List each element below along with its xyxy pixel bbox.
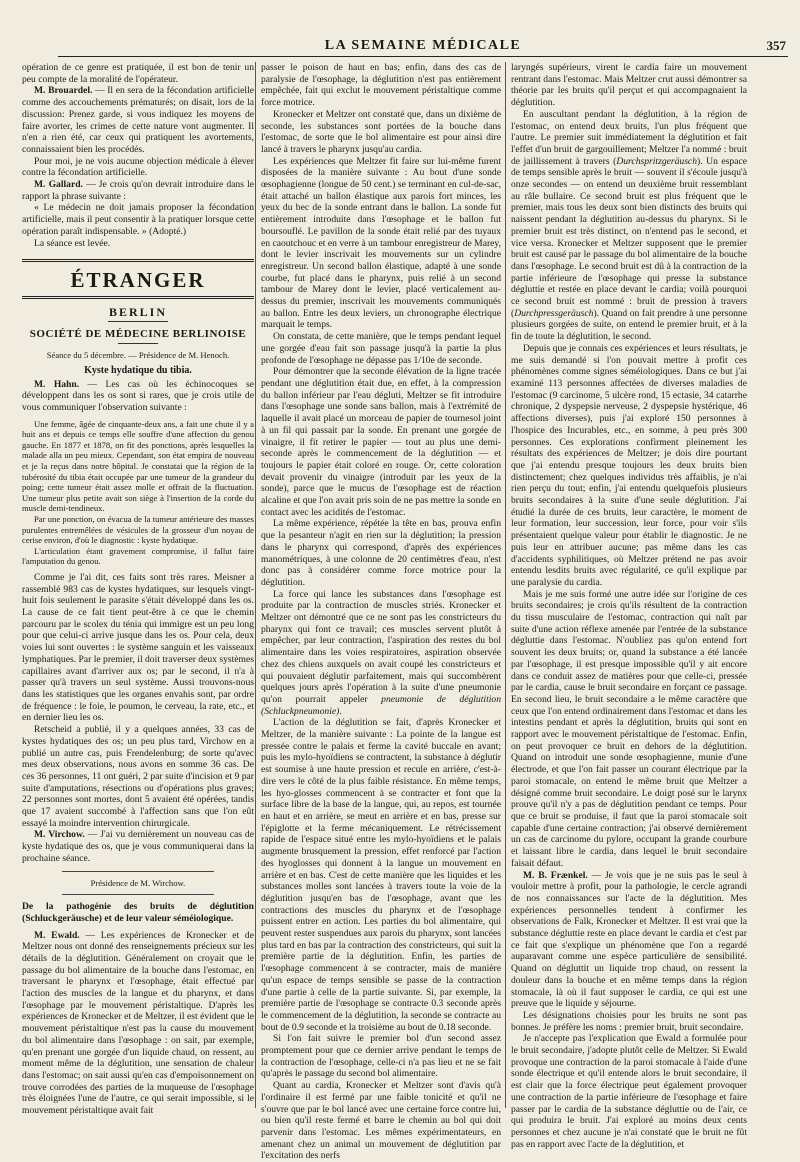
italic-term: pneumonie de déglutition (Schluckpneumonie) (261, 693, 501, 717)
paragraph (511, 870, 747, 1010)
speech: — Les cas où les échinocoques se développent dans les os sont si rares, que je crois utile de vous communiquer l'observation suivante : (22, 378, 254, 413)
speech: — Je vois que je ne suis pas le seul à vouloir mettre à profit, pour la pathologie, le cercle agrandi de nos connaissances sur l'acte de la déglutition. Mes expériences personnelles tendent à confirmer les observations de Falk, Kronecker et Meltzer. Il est vrai que la substance dégluttie reste en place devant le cardia et c'est par ce fait que s'explique un phénomène que l'on a regardé auparavant comme une espèce particulière de sensibilité. Quand on dégluttit un liquide trop chaud, on ressent la douleur dans la bouche et en même temps dans la région stomacale, là où il faut supposer le cardia, ce qui est une preuve que le liquide y séjourne. (511, 869, 747, 1010)
divider (62, 871, 214, 872)
paragraph (22, 179, 254, 202)
divider (118, 343, 158, 344)
paragraph: L'action de la déglutition se fait, d'après Kronecker et Meltzer, de la manière suivante : La pointe de la langue est pressée contre le palais et ferme la cavité buccale en avant; puis les mylo-hyoïdiens se contractent, la substance à déglutir est soumise à une haute pression et recule en arrière, c'est-à-dire vers le côté de la plus faible résistance. En même temps, les hyo-glosses commencent à se contracter et font que la surface libre de la base de la langue, qui, au repos, est tournée en haut et en arrière, se meut en arrière et en bas, presse sur l'épiglotte et la ferme mécaniquement. Le rétrécissement rapide de l'espace situé entre les mylo-hyoïdiens et le palais augmente brusquement la pression, effet renforcé par l'action des hyoglosses qui donnent à la langue un mouvement en arrière et en bas. C'est de cette manière que les liquides et les substances molles sont lancées à travers toute la voie de la déglutition jusqu'en bas de l'œsophage, avant que les contractions des muscles du pharynx et de l'œsophage puissent entrer en action. Les parties du bol alimentaire, qui peuvent rester suspendues aux parois du pharynx, sont lancées plus tard en bas par la contraction des constricteurs, qui suit la première partie de la déglutition. Enfin, les parties de l'œsophage commencent à se contracter, mais de manière qu'un espace de temps sensible se passe de la contraction d'une partie à celle de la partie suivante. Si, par exemple, la première partie de l'œsophage se contracte 0.3 seconde après le commencement de la déglutition, la seconde se contracte au bout de 0.9 seconde et la troisième au bout de 0.18 seconde. (261, 717, 501, 1033)
column-3 (511, 62, 747, 1150)
paragraph: Je n'accepte pas l'explication que Ewald a formulée pour le bruit secondaire, j'adopte plutôt celle de Meltzer. Si Ewald provoque une contraction de la paroi stomacale à l'aide d'une sonde électrique et qu'il entende alors le bruit secondaire, il est clair que la force électrique peut également provoquer une contraction de la partie inférieure de l'œsophage et faire passer par le cardia de la substance dégluttie ou de l'air, ce qui produira le bruit. J'ai exploré au moins deux cents personnes et chez aucune je n'ai constaté que le bruit ne fût pas en rapport avec l'acte de la déglutition, et (511, 1033, 747, 1150)
paragraph: Si l'on fait suivre le premier bol d'un second assez promptement pour que ce dernier arrive pendant le temps de la contraction de l'œsophage, celle-ci n'a pas lieu et ne se fait qu'après le passage du second bol alimentaire. (261, 1033, 501, 1080)
paragraph: Retscheid a publié, il y a quelques années, 33 cas de kystes hydatiques des os; un peu plus tard, Virchow en a publié un autre cas, puis Frendelenburg; de sorte qu'avec mes deux observations, nous avons en somme 36 cas. De ces 36 personnes, 11 ont guéri, 2 par suite d'incision et 9 par suite d'amputations, résections ou d'opérations plus graves; 22 personnes sont mortes, dont 5 avaient été opérées, tandis que 17 avaient succombé à l'affection sans que l'on eût essayé la moindre intervention chirurgicale. (22, 724, 254, 829)
presidence-line: Présidence de M. Wirchow. (90, 877, 186, 888)
column-2 (261, 62, 501, 1162)
subject-heading: Kyste hydatique du tibia. (84, 364, 192, 376)
session-line: Séance du 5 décembre. — Présidence de M. Henoch. (46, 350, 230, 361)
text: ). Quand on fait prendre à une personne plusieurs gorgées de suite, on entend le premier bruit, et à la fin de toute la déglutition, le second. (511, 307, 747, 343)
paragraph: La force qui lance les substances dans l'œsophage est produite par la contraction de muscles striés. Kronecker et Meltzer ont démontré que ce ne sont pas les constricteurs du pharynx qui font ce travail; ces muscles servent plutôt à empêcher, par leur contraction, l'aspiration des restes du bol alimentaire dans les voies respiratoires, aspiration observée chez des chiens auxquels on avait coupé les constricteurs et qui pouvaient déglutir parfaitement, mais qui succombèrent quelques jours après l'opération à la suite d'une pneumonie qu'on pourrait appeler pneumonie de déglutition (Schluckpneumonie). (261, 588, 501, 717)
case-paragraph: Par une ponction, on évacua de la tumeur antérieure des masses purulentes entremêlées de vésicules de la grosseur d'un noyau de cerise environ, d'où le diagnostic : kyste hydatique. (22, 514, 254, 546)
paragraph: Depuis que je connais ces expériences et leurs résultats, je me suis demandé si l'on pouvait mettre à profit ces phénomènes comme signes séméiologiques. Dans ce but j'ai examiné 113 personnes affectées de diverses maladies de l'estomac (9 carcinome, 5 ulcère rond, 15 ectasie, 34 catarrhe chronique, 2 dyspepsie nerveuse, 2 dyspepsie hystérique, 46 affections diverses), puis j'ai exploré 150 personnes à l'hospice des Incurables, etc., en somme, à peu près 300 personnes. Ces explorations confirment pleinement les résultats des expériences de Meltzer; je dois dire pourtant que j'ai entendu presque toujours les deux bruits bien distinctement; chez quelques individus très affaiblis, je n'ai rien perçu du tout; enfin, j'ai entendu quelquefois plusieurs bruits secondaires à la suite d'une seule déglutition. J'ai étudié la durée de ces bruits, leur caractère, le moment de leur formation, leur succession, leur force, pour voir s'ils présentaient quelque valeur pour établir le diagnostic. Je ne puis leur en attribuer aucune; pas même dans les cas d'accidents syphilitiques, où Meltzer prétend ne pas avoir entendu lesdits bruits avec régularité, ce qu'il explique par une paralysie du cardia. (511, 342, 747, 588)
divider (62, 894, 214, 895)
speaker: M. Virchow. (34, 829, 85, 841)
paragraph: Mais je me suis formé une autre idée sur l'origine de ces bruits secondaires; je crois qu'ils résultent de la contraction du tissu musculaire de l'estomac, contraction qui naît par suite d'une action réflexe amenée par l'entrée de la substance dégluttie dans l'estomac. N'oubliez pas qu'on entend fort souvent les deux bruits; or, quand la substance a été lancée par l'œsophage, il est presque impossible qu'il y ait encore dans ce conduit assez de matières pour que celle-ci, pressée par le cardia, cause le bruit secondaire en forçant ce passage. En second lieu, le bruit secondaire a le même caractère que ceux que l'on entend ordinairement dans l'estomac et dans les intestins pendant et après la déglutition, bruits qui sont en rapport avec le mouvement péristaltique de l'estomac. Enfin, on peut provoquer ce bruit en dehors de la déglutition. Quand on introduit une sonde œsophagienne, munie d'une électrode, et que l'on fait passer un courant électrique par la paroi stomacale, on entend le même bruit que Meltzer a désigné comme bruit secondaire. Le doigt posé sur le larynx prouve qu'il n'y a pas de déglutition pendant ce temps. Pour que ce bruit se produise, il faut que la paroi stomacale soit capable d'une certaine contraction; j'ai observé dernièrement un cas de carcinome du pylore, occupant la grande courbure et laissant libre le cardia, dans lequel le bruit secondaire faisait défaut. (511, 588, 747, 869)
paragraph (22, 829, 254, 864)
case-paragraph: L'articulation étant gravement compromise, il fallut faire l'amputation du genou. (22, 545, 254, 567)
column-1 (22, 62, 254, 1117)
paragraph: passer le poison de haut en bas; enfin, dans des cas de paralysie de l'œsophage, la déglutition n'est pas entièrement empêchée, fait qui exclut le mouvement péristaltique comme force motrice. (261, 62, 501, 109)
speaker: M. Gallard. (34, 179, 83, 191)
speech: — J'ai vu dernièrement un nouveau cas de kyste hydatique des os, que je vous communiquerai dans la prochaine séance. (22, 829, 254, 864)
text: ). Un espace de temps sensible après le bruit — souvent il s'écoule jusqu'à onze secondes — on entend un deuxième bruit ressemblant au râle bullaire. Ce second bruit est plus fréquent que le premier, mais tous les deux sont bien distincts des bruits qui naissent pendant la déglutition au-dessus du pharynx. Si le premier bruit est très distinct, on n'entend pas le second, et vice versa. Kronecker et Meltzer supposent que le premier bruit est causé par le passage du bol alimentaire de la bouche dans l'œsophage. Le second bruit est dû à la contraction de la partie inférieure de l'œsophage qui presse la substance dégluttie et restée en place devant le cardia; voilà pourquoi ce second bruit est nommé : bruit de pression à travers ( (511, 155, 747, 319)
paragraph (22, 85, 254, 155)
speech: — Je crois qu'on devrait introduire dans le rapport la phrase suivante : (22, 179, 254, 202)
subject-heading: De la pathogénie des bruits de déglutition (Schluckgeräusche) et de leur valeur séméiologique. (22, 901, 254, 924)
paragraph: Pour moi, je ne vois aucune objection médicale à élever contre la fécondation artificielle. (22, 155, 254, 179)
paragraph: Comme je l'ai dit, ces faits sont très rares. Meisner a rassemblé 983 cas de kystes hydatiques, sur lesquels vingt-huit fois seulement le parasite s'était développé dans les os. La cause de ce fait tient peut-être à ce que le chemin parcouru par le scolex du ténia qui immigre est un peu long pour que celui-ci arrive jusque dans les os. Pour cela, deux voies lui sont ouvertes : le système sanguin et les vaisseaux lymphatiques. Par le premier, il doit traverser deux systèmes capillaires avant d'arriver aux os; par le second, il n'a à passer qu'à travers un seul système. Aussi trouvons-nous dans les statistiques que les organes envahis sont, par ordre de fréquence : le foie, le poumon, le cerveau, la rate, etc., et en dernier lieu les os. (22, 571, 254, 724)
italic-term: Durchpressgeräusch (514, 307, 594, 319)
running-header (58, 36, 788, 57)
paragraph: Les expériences que Meltzer fit faire sur lui-même furent disposées de la manière suivante : Au bout d'une sonde œsophagienne (longue de 50 cent.) se terminant en cul-de-sac, était attaché un ballon élastique aux parois fort minces, les yeux du bec de la sonde entrant dans le ballon. La sonde fut entièrement introduite dans l'œsophage et le ballon fut boursouflé. Le pavillon de la sonde était relié par des tuyaux en caoutchouc et en verre à un tambour enregistreur de Marey, dont le levier inscrivait les mouvements sur un cylindre enregistreur. Un second ballon élastique, adapté à une sonde courbe, fut placé dans le pharynx, puis relié à un second tambour de Marey dont le levier, placé verticalement au-dessus du premier, inscrivait les mouvements communiqués au ballon. Entre les deux leviers, un chronographe électrique marquait le temps. (261, 155, 501, 331)
speaker: M. B. Frænkel. (523, 869, 588, 881)
quote: « Le médecin ne doit jamais proposer la fécondation artificielle, mais il peut consentir à la pratiquer lorsque cette opération paraît indispensable. » (Adopté.) (22, 202, 254, 237)
speaker: M. Hahn. (34, 378, 80, 390)
journal-title: LA SEMAINE MÉDICALE (324, 38, 522, 53)
text: En auscultant pendant la déglutition, à la région de l'estomac, on entend deux bruits, l'un plus fréquent que l'autre. Le premier suit immédiatement la déglutition et fait l'effet d'un bruit de gargouillement; Meltzer l'a nommé : bruit de jaillissement à travers ( (511, 108, 747, 167)
paragraph: opération de ce genre est pratiquée, il est bon de tenir un peu compte de la moralité de l'opérateur. (22, 62, 254, 85)
paragraph: laryngés supérieurs, virent le cardia faire un mouvement rentrant dans l'estomac. Mais Meltzer crut aussi démontrer sa théorie par les bruits qu'il perçut et qui accompagnaient la déglutition. (511, 62, 747, 109)
speech: — Il en sera de la fécondation artificielle comme des accouchements prématurés; on disait, lors de la discussion: Prenez garde, si vous indiquez les moyens de faire avorter, les crimes de cette nature vont augmenter. Il n'en a rien été, car ceux qui pratiquent les avortements, connaissaient bien les procédés. (22, 85, 254, 155)
paragraph: Quant au cardia, Kronecker et Meltzer sont d'avis qu'à l'ordinaire il est fermé par une faible tonicité et qu'il ne s'ouvre que par le bol lancé avec une certaine force contre lui, ou bien qu'il reste fermé et barre le chemin au bol qui doit parvenir dans l'estomac. Les mêmes expérimentateurs, en amenant chez un animal un mouvement de déglutition par l'excitation des nerfs (261, 1080, 501, 1162)
paragraph: Les désignations choisies pour les bruits ne sont pas bonnes. Je préfère les noms : premier bruit, bruit secondaire. (511, 1009, 747, 1033)
divider (108, 321, 168, 322)
text: La force qui lance les substances dans l'œsophage est produite par la contraction de muscles striés. Kronecker et Meltzer ont démontré que ce ne sont pas les constricteurs du pharynx qui font ce travail; ces muscles servent plutôt à empêcher, par leur contraction, l'aspiration des restes du bol alimentaire dans les voies respiratoires, aspiration observée chez des chiens auxquels on avait coupé les constricteurs et qui pouvaient déglutir parfaitement, mais qui succombèrent quelques jours après l'opération à la suite d'une pneumonie qu'on pourrait appeler (261, 588, 501, 705)
speaker: M. Brouardel. (34, 85, 93, 97)
column-rule (255, 62, 256, 1108)
paragraph: Kronecker et Meltzer ont constaté que, dans un dixième de seconde, les substances sont portées de la bouche dans l'estomac, de sorte que le bol alimentaire est pour ainsi dire lancé à travers le pharynx jusqu'au cardia. (261, 108, 501, 155)
paragraph: La séance est levée. (34, 237, 111, 249)
paragraph (511, 109, 747, 343)
speaker: M. Ewald. (34, 929, 80, 941)
paragraph: On constata, de cette manière, que le temps pendant lequel une gorgée d'eau fait son passage jusqu'à la partie la plus profonde de l'œsophage ne dépasse pas 1/10e de seconde. (261, 331, 501, 366)
society-heading: SOCIÉTÉ DE MÉDECINE BERLINOISE (29, 328, 247, 341)
paragraph (22, 930, 254, 1117)
case-paragraph: Une femme, âgée de cinquante-deux ans, a fait une chute il y a huit ans et depuis ce temps elle souffre d'une affection du genou gauche. En 1877 et 1878, on fit des ponctions, après lesquelles la malade alla un peu mieux. Cependant, son état empira de nouveau et je la reçus dans notre hôpital. Je constatai que la région de la tubérosité du tibia était occupée par une tumeur de la grandeur du poing; cette tumeur était assez molle et offrait de la fluctuation. Une tumeur plus petite avait son siège à l'insertion de la corde du muscle demi-tendineux. (22, 418, 254, 514)
paragraph: Pour démontrer que la seconde élévation de la ligne tracée pendant une déglutition était due, en effet, à la compression du ballon inférieur par l'eau dégluti, Meltzer se fit introduire dans l'œsophage une sonde sans ballon, mais à l'extrémité de laquelle il avait placé un morceau de papier de tournesol joint à un fil qui passait par la sonde. En prenant une gorgée de vinaigre, il fit retirer le papier — tout au plus une demi-seconde après le commencement de la déglutition — et toujours le papier était coloré en rouge. Or, cette coloration devait provenir du vinaigre (introduit par les yeux de la sonde), parce que le mucus de l'œsophage est de réaction alcaline et que l'on avait pris soin de ne pas mettre la sonde en contact avec les acidités de l'estomac. (261, 366, 501, 518)
city-heading: BERLIN (108, 305, 167, 320)
italic-term: Durchspritzgeräusch (616, 155, 697, 167)
page-number: 357 (766, 38, 786, 53)
column-rule (505, 62, 506, 1108)
section-heading-etranger: ÉTRANGER (22, 259, 254, 299)
paragraph: La même expérience, répétée la tête en bas, prouva enfin que la pesanteur n'agit en rien sur la déglutition; la pression dans le pharynx qui correspond, d'après des expériences manométriques, à une colonne de 20 centimètres d'eau, n'est donc pas à considérer comme force motrice pour la déglutition. (261, 518, 501, 588)
paragraph (22, 379, 254, 414)
speech: — Les expériences de Kronecker et de Meltzer nous ont donné des renseignements précieux sur les détails de la déglutition. Généralement on croyait que le passage du bol alimentaire de la bouche dans l'estomac, en traversant le pharynx et l'œsophage, était effectué par l'action des muscles de la langue et du pharynx, et dans l'œsophage par le mouvement péristaltique. D'après les expériences de Kronecker et de Meltzer, il est évident que le mouvement péristaltique n'est pas la cause du mouvement du bol alimentaire dans l'œsophage : on sait, par exemple, qu'en prenant une gorgée d'un liquide chaud, on ressent, au moment même de la déglutition, une sensation de chaleur dans l'estomac; on sait aussi qu'en cas d'empoisonnement on trouve corrodées des parties de la muqueuse de l'œsophage très éloignées l'une de l'autre, ce qui serait impossible, si le mouvement péristaltique avait fait (22, 929, 254, 1117)
